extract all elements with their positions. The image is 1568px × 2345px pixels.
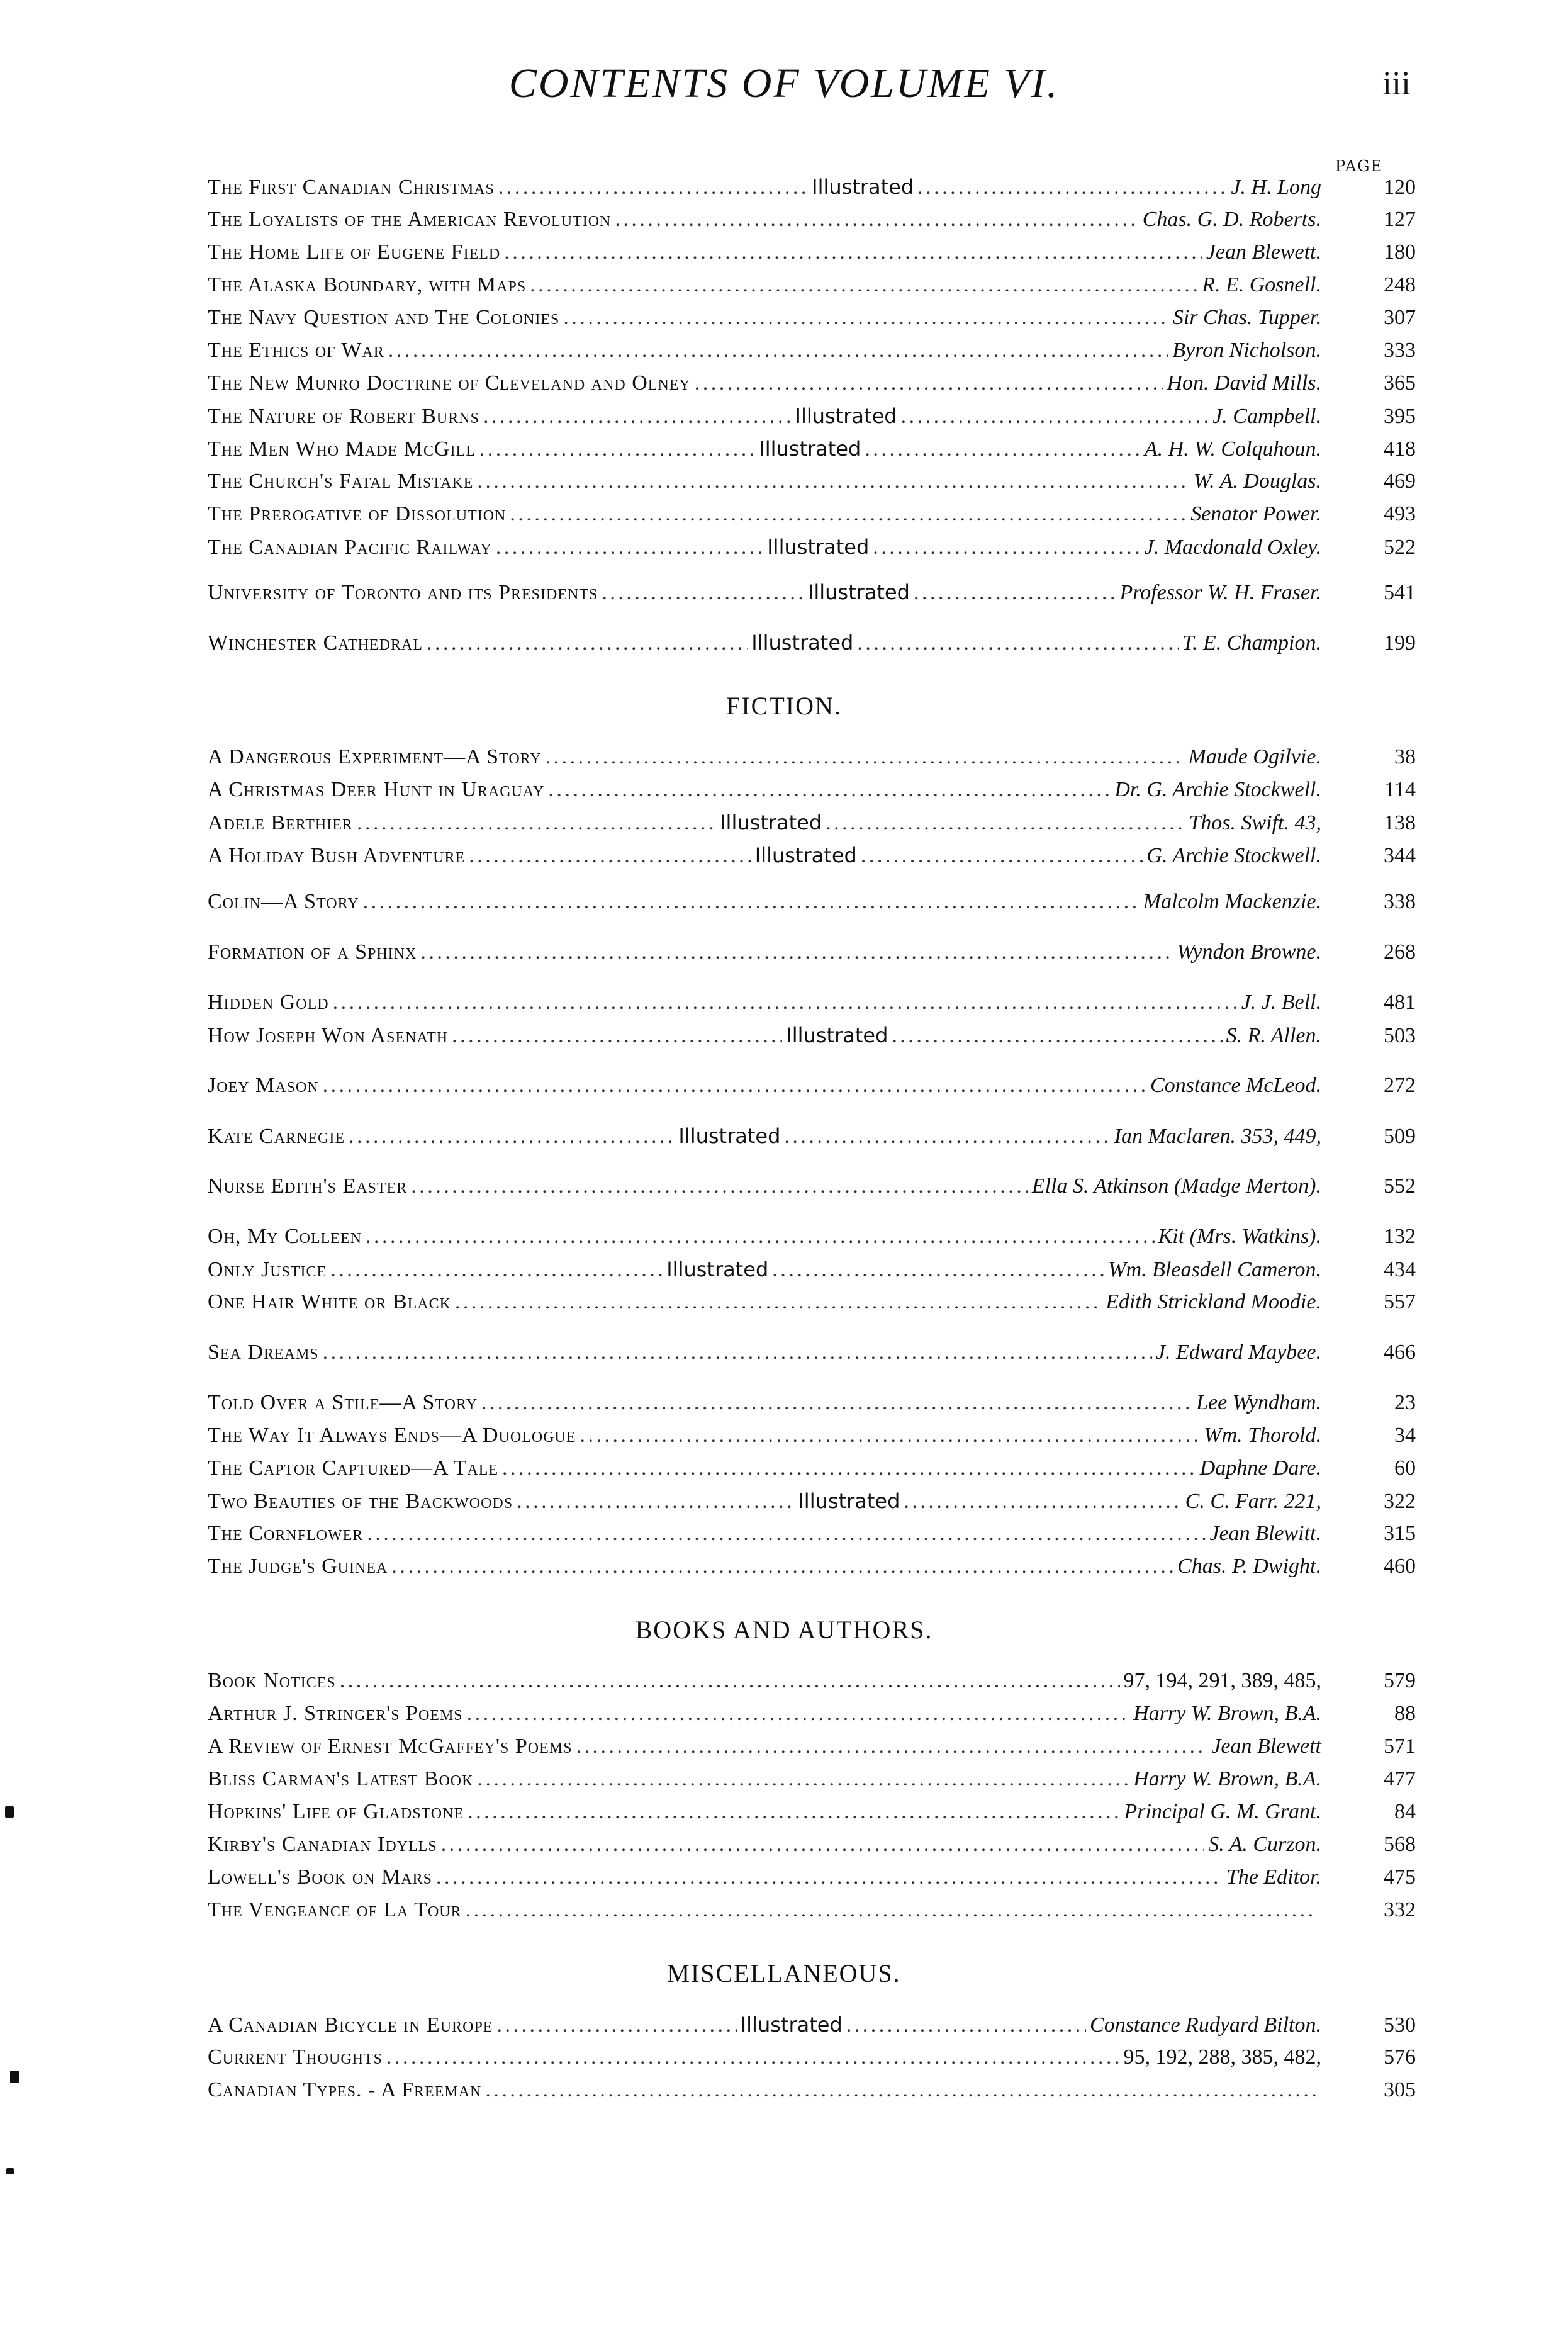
- toc-entry: [208, 1023, 1416, 1051]
- entry-title: The Nature of Robert Burns: [208, 405, 479, 428]
- dot-leader: [333, 991, 1238, 1015]
- illustrated-label: Illustrated: [807, 580, 910, 604]
- entry-author: Sir Chas. Tupper.: [1172, 306, 1321, 329]
- margin-mark: [5, 1806, 14, 1818]
- entry-author: J. Edward Maybee.: [1155, 1341, 1321, 1364]
- entry-author: Byron Nicholson.: [1172, 339, 1321, 362]
- dot-leader: [357, 811, 716, 835]
- dot-leader: [615, 208, 1138, 232]
- entry-author: Principal G. M. Grant.: [1124, 1800, 1321, 1823]
- dot-leader: [468, 1800, 1120, 1824]
- entry-title: A Holiday Bush Adventure: [208, 844, 466, 867]
- entry-author: Wyndon Browne.: [1177, 940, 1321, 964]
- dot-leader: [481, 1391, 1192, 1415]
- entry-page-number: 338: [1384, 890, 1416, 913]
- entry-author: Wm. Bleasdell Cameron.: [1108, 1258, 1321, 1281]
- entry-title: The Loyalists of the American Revolution: [208, 208, 612, 231]
- entry-title: The Prerogative of Dissolution: [208, 502, 507, 526]
- entry-page-number: 493: [1384, 502, 1416, 526]
- entry-title: The Church's Fatal Mistake: [208, 470, 474, 493]
- entry-title: Joey Mason: [208, 1074, 319, 1097]
- entry-author: Ella S. Atkinson (Madge Merton).: [1031, 1174, 1321, 1198]
- entry-author: The Editor.: [1226, 1865, 1321, 1889]
- toc-entry: [208, 437, 1416, 464]
- entry-author: Thos. Swift. 43,: [1189, 811, 1321, 835]
- entry-author: Wm. Thorold.: [1204, 1424, 1321, 1447]
- dot-leader: [873, 536, 1140, 560]
- dot-leader: [784, 1125, 1110, 1149]
- section-heading: BOOKS AND AUTHORS.: [635, 1616, 933, 1644]
- entry-title: Adele Berthier: [208, 811, 353, 835]
- illustrated-label: Illustrated: [798, 1489, 900, 1513]
- entry-title: Lowell's Book on Mars: [208, 1865, 432, 1889]
- entry-title: A Review of Ernest McGaffey's Poems: [208, 1735, 573, 1758]
- illustrated-label: Illustrated: [666, 1257, 769, 1281]
- entry-page-number: 434: [1383, 1258, 1416, 1281]
- illustrated-label: Illustrated: [754, 843, 857, 867]
- entry-page-number: 395: [1384, 405, 1416, 428]
- dot-leader: [340, 1669, 1120, 1693]
- toc-entry: [208, 371, 1416, 399]
- entry-title: The Captor Captured—A Tale: [208, 1456, 499, 1480]
- entry-page-number: 84: [1394, 1800, 1416, 1823]
- entry-title: Oh, My Colleen: [208, 1225, 362, 1248]
- toc-entry: [208, 991, 1416, 1018]
- illustrated-label: Illustrated: [678, 1124, 781, 1148]
- toc-entry: [208, 1341, 1416, 1368]
- dot-leader: [323, 1341, 1152, 1364]
- dot-leader: [914, 581, 1116, 605]
- toc-entry: [208, 2078, 1416, 2106]
- dot-leader: [391, 1555, 1173, 1578]
- entry-page-number: 568: [1384, 1833, 1416, 1856]
- entry-title: University of Toronto and its Presidents: [208, 581, 598, 604]
- toc-entry: [208, 404, 1416, 432]
- entry-author: J. J. Bell.: [1241, 991, 1321, 1014]
- entry-page-number: 332: [1384, 1898, 1416, 1921]
- entry-author: S. R. Allen.: [1226, 1024, 1321, 1047]
- entry-title: The Canadian Pacific Railway: [208, 536, 492, 559]
- dot-leader: [411, 1174, 1028, 1198]
- entry-page-number: 344: [1384, 844, 1416, 867]
- dot-leader: [477, 470, 1190, 493]
- dot-leader: [602, 581, 804, 605]
- entry-title: The Way It Always Ends—A Duologue: [208, 1424, 576, 1447]
- dot-leader: [772, 1258, 1104, 1282]
- entry-page-number: 322: [1383, 1490, 1416, 1513]
- dot-leader: [483, 405, 792, 429]
- entry-author: A. H. W. Colquhoun.: [1144, 437, 1321, 461]
- entry-title: Two Beauties of the Backwoods: [208, 1490, 513, 1513]
- entry-title: The Men Who Made McGill: [208, 437, 476, 461]
- entry-title: Winchester Cathedral: [208, 631, 423, 655]
- entry-page-number: 503: [1384, 1024, 1416, 1047]
- toc-entry: [208, 2013, 1416, 2040]
- entry-title: Hidden Gold: [208, 991, 329, 1014]
- entry-author: Maude Ogilvie.: [1188, 745, 1321, 768]
- toc-entry: [208, 1735, 1416, 1762]
- toc-entry: [208, 1898, 1416, 1926]
- entry-title: A Dangerous Experiment—A Story: [208, 745, 542, 768]
- page-header: [0, 60, 1568, 129]
- dot-leader: [467, 1702, 1130, 1726]
- entry-page-number: 509: [1383, 1125, 1416, 1148]
- entry-title: A Canadian Bicycle in Europe: [208, 2013, 493, 2037]
- dot-leader: [436, 1865, 1223, 1889]
- dot-leader: [510, 502, 1187, 526]
- entry-title: The New Munro Doctrine of Cleveland and Olney: [208, 371, 691, 395]
- entry-author: G. Archie Stockwell.: [1146, 844, 1321, 867]
- entry-title: Nurse Edith's Easter: [208, 1174, 408, 1198]
- dot-leader: [865, 437, 1141, 461]
- entry-author: R. E. Gosnell.: [1202, 273, 1321, 296]
- entry-author: Constance McLeod.: [1150, 1074, 1321, 1097]
- dot-leader: [861, 844, 1143, 868]
- toc-entry: [208, 535, 1416, 563]
- entry-title: Sea Dreams: [208, 1341, 319, 1364]
- toc-entry: [208, 1424, 1416, 1451]
- dot-leader: [576, 1735, 1207, 1758]
- illustrated-label: Illustrated: [740, 2013, 843, 2037]
- entry-page-number: 38: [1394, 745, 1416, 768]
- entry-page-number: 60: [1394, 1456, 1416, 1480]
- entry-title: A Christmas Deer Hunt in Uraguay: [208, 778, 545, 801]
- dot-leader: [455, 1290, 1102, 1314]
- dot-leader: [563, 306, 1168, 330]
- dot-leader: [452, 1024, 782, 1048]
- dot-leader: [695, 371, 1163, 395]
- toc-entry: [208, 1225, 1416, 1252]
- toc-entry: [208, 306, 1416, 334]
- dot-leader: [826, 811, 1185, 835]
- entry-author: J. Campbell.: [1212, 405, 1321, 428]
- toc-entry: [208, 631, 1416, 658]
- toc-entry: [208, 745, 1416, 773]
- entry-page-number: 576: [1384, 2045, 1416, 2069]
- entry-title: Told Over a Stile—A Story: [208, 1391, 478, 1414]
- toc-entry: [208, 339, 1416, 366]
- toc-entry: [208, 778, 1416, 806]
- toc-entry: [208, 1290, 1416, 1318]
- entry-title: Current Thoughts: [208, 2045, 383, 2069]
- dot-leader: [498, 176, 808, 200]
- toc-entry: [208, 470, 1416, 497]
- entry-title: Kate Carnegie: [208, 1125, 345, 1148]
- dot-leader: [427, 631, 748, 655]
- entry-page-number: 333: [1384, 339, 1416, 362]
- entry-page-number: 579: [1384, 1669, 1416, 1692]
- illustrated-label: Illustrated: [759, 437, 861, 461]
- entry-page-number: 272: [1384, 1074, 1416, 1097]
- entry-author: 95, 192, 288, 385, 482,: [1123, 2045, 1321, 2069]
- entry-title: Book Notices: [208, 1669, 336, 1692]
- entry-author: Hon. David Mills.: [1167, 371, 1321, 395]
- toc-entry: [208, 1174, 1416, 1202]
- entry-title: The Home Life of Eugene Field: [208, 240, 501, 264]
- illustrated-label: Illustrated: [795, 404, 897, 428]
- entry-page-number: 138: [1383, 811, 1416, 835]
- dot-leader: [530, 273, 1198, 297]
- entry-page-number: 268: [1384, 940, 1416, 964]
- toc-entry: [208, 580, 1416, 608]
- entry-page-number: 469: [1384, 470, 1416, 493]
- dot-leader: [469, 844, 751, 868]
- dot-leader: [546, 745, 1185, 769]
- dot-leader: [580, 1424, 1201, 1448]
- section-heading: MISCELLANEOUS.: [667, 1959, 901, 1988]
- toc-entry: [208, 1456, 1416, 1484]
- entry-page-number: 132: [1384, 1225, 1416, 1248]
- toc-entry: [208, 1767, 1416, 1795]
- entry-author: Kit (Mrs. Watkins).: [1158, 1225, 1321, 1248]
- dot-leader: [496, 536, 763, 560]
- page-title: CONTENTS OF VOLUME VI.: [508, 60, 1060, 106]
- dot-leader: [502, 1456, 1196, 1480]
- toc-entry: [208, 502, 1416, 530]
- dot-leader: [466, 1898, 1318, 1922]
- entry-title: Colin—A Story: [208, 890, 359, 913]
- entry-title: How Joseph Won Asenath: [208, 1024, 449, 1047]
- entry-title: Formation of a Sphinx: [208, 940, 417, 964]
- entry-author: C. C. Farr. 221,: [1185, 1490, 1321, 1513]
- toc-entry: [208, 1391, 1416, 1419]
- dot-leader: [441, 1833, 1205, 1857]
- dot-leader: [323, 1074, 1146, 1098]
- entry-title: The Cornflower: [208, 1522, 364, 1545]
- entry-page-number: 481: [1384, 991, 1416, 1014]
- entry-page-number: 475: [1384, 1865, 1416, 1889]
- entry-page-number: 522: [1384, 536, 1416, 559]
- entry-page-number: 552: [1384, 1174, 1416, 1198]
- illustrated-label: Illustrated: [786, 1023, 888, 1047]
- entry-page-number: 23: [1394, 1391, 1416, 1414]
- toc-entry: [208, 1800, 1416, 1828]
- entry-title: One Hair White or Black: [208, 1290, 451, 1313]
- dot-leader: [485, 2078, 1318, 2102]
- entry-title: The Vengeance of La Tour: [208, 1898, 462, 1921]
- entry-page-number: 34: [1394, 1424, 1416, 1447]
- entry-page-number: 418: [1383, 437, 1416, 461]
- entry-author: W. A. Douglas.: [1193, 470, 1321, 493]
- dot-leader: [504, 240, 1202, 264]
- dot-leader: [479, 437, 756, 461]
- dot-leader: [386, 2045, 1120, 2069]
- entry-page-number: 466: [1384, 1341, 1416, 1364]
- illustrated-label: Illustrated: [720, 811, 822, 835]
- entry-page-number: 460: [1384, 1555, 1416, 1578]
- entry-author: Constance Rudyard Bilton.: [1090, 2013, 1321, 2037]
- roman-page-number: iii: [1382, 64, 1411, 102]
- entry-page-number: 557: [1384, 1290, 1416, 1313]
- dot-leader: [917, 176, 1227, 200]
- toc-entry: [208, 240, 1416, 268]
- entry-title: Only Justice: [208, 1258, 327, 1281]
- entry-author: 97, 194, 291, 389, 485,: [1123, 1669, 1321, 1692]
- entry-page-number: 365: [1384, 371, 1416, 395]
- dot-leader: [363, 890, 1140, 914]
- entry-title: Canadian Types. - A Freeman: [208, 2078, 482, 2101]
- entry-author: J. H. Long: [1231, 176, 1321, 199]
- dot-leader: [330, 1258, 663, 1282]
- toc-entry: [208, 811, 1416, 838]
- dot-leader: [892, 1024, 1222, 1048]
- dot-leader: [477, 1767, 1129, 1791]
- entry-author: Daphne Dare.: [1199, 1456, 1321, 1480]
- entry-author: Ian Maclaren. 353, 449,: [1114, 1125, 1321, 1148]
- margin-mark: [10, 2071, 19, 2083]
- entry-page-number: 88: [1394, 1702, 1416, 1725]
- entry-author: Jean Blewett: [1211, 1735, 1321, 1758]
- entry-page-number: 477: [1384, 1767, 1416, 1791]
- entry-author: Harry W. Brown, B.A.: [1133, 1767, 1321, 1791]
- toc-entry: [208, 1669, 1416, 1697]
- entry-author: Dr. G. Archie Stockwell.: [1114, 778, 1321, 801]
- entry-title: The Ethics of War: [208, 339, 384, 362]
- entry-title: Kirby's Canadian Idylls: [208, 1833, 437, 1856]
- dot-leader: [901, 405, 1209, 429]
- dot-leader: [548, 778, 1111, 802]
- toc-entry: [208, 1489, 1416, 1517]
- illustrated-label: Illustrated: [751, 631, 854, 655]
- toc-entry: [208, 843, 1416, 871]
- illustrated-label: Illustrated: [767, 535, 870, 559]
- toc-entry: [208, 2045, 1416, 2073]
- entry-page-number: 120: [1383, 176, 1416, 199]
- entry-author: J. Macdonald Oxley.: [1144, 536, 1321, 559]
- entry-page-number: 541: [1384, 581, 1416, 604]
- entry-page-number: 530: [1384, 2013, 1416, 2037]
- dot-leader: [388, 339, 1168, 363]
- entry-page-number: 307: [1384, 306, 1416, 329]
- toc-entry: [208, 208, 1416, 235]
- entry-page-number: 315: [1384, 1522, 1416, 1545]
- illustrated-label: Illustrated: [812, 175, 914, 199]
- toc-entry: [208, 1522, 1416, 1549]
- toc-entry: [208, 1257, 1416, 1285]
- toc-entry: [208, 273, 1416, 301]
- toc-entry: [208, 1833, 1416, 1860]
- entry-author: Chas. P. Dwight.: [1177, 1555, 1321, 1578]
- toc-entry: [208, 940, 1416, 968]
- margin-mark: [6, 2168, 14, 2174]
- entry-author: Harry W. Brown, B.A.: [1133, 1702, 1321, 1725]
- entry-title: The Alaska Boundary, with Maps: [208, 273, 527, 296]
- entry-title: The Navy Question and The Colonies: [208, 306, 560, 329]
- entry-title: The Judge's Guinea: [208, 1555, 388, 1578]
- toc-entry: [208, 1555, 1416, 1582]
- entry-author: Edith Strickland Moodie.: [1106, 1290, 1321, 1313]
- toc-entry: [208, 1074, 1416, 1101]
- toc-entry: [208, 1124, 1416, 1152]
- entry-author: Jean Blewett.: [1206, 240, 1321, 264]
- entry-title: Arthur J. Stringer's Poems: [208, 1702, 463, 1725]
- dot-leader: [366, 1225, 1155, 1249]
- entry-author: Jean Blewitt.: [1209, 1522, 1321, 1545]
- toc-entry: [208, 890, 1416, 918]
- dot-leader: [496, 2013, 736, 2037]
- entry-author: S. A. Curzon.: [1208, 1833, 1321, 1856]
- entry-page-number: 180: [1384, 240, 1416, 264]
- section-heading: FICTION.: [726, 692, 842, 720]
- entry-title: Bliss Carman's Latest Book: [208, 1767, 474, 1791]
- dot-leader: [349, 1125, 675, 1149]
- page-column-label: PAGE: [1335, 157, 1383, 175]
- entry-author: Professor W. H. Fraser.: [1119, 581, 1321, 604]
- entry-page-number: 305: [1384, 2078, 1416, 2101]
- dot-leader: [367, 1522, 1206, 1546]
- entry-title: The First Canadian Christmas: [208, 176, 495, 199]
- entry-page-number: 199: [1384, 631, 1416, 655]
- entry-author: Malcolm Mackenzie.: [1143, 890, 1321, 913]
- dot-leader: [517, 1490, 794, 1514]
- dot-leader: [420, 940, 1173, 964]
- dot-leader: [857, 631, 1178, 655]
- entry-page-number: 248: [1384, 273, 1416, 296]
- entry-author: Lee Wyndham.: [1196, 1391, 1321, 1414]
- toc-entry: [208, 1865, 1416, 1893]
- entry-title: Hopkins' Life of Gladstone: [208, 1800, 464, 1823]
- entry-page-number: 127: [1384, 208, 1416, 231]
- toc-entry: [208, 175, 1416, 203]
- entry-page-number: 114: [1384, 778, 1416, 801]
- entry-page-number: 571: [1384, 1735, 1416, 1758]
- entry-author: Chas. G. D. Roberts.: [1142, 208, 1321, 231]
- dot-leader: [904, 1490, 1181, 1514]
- entry-author: T. E. Champion.: [1182, 631, 1321, 655]
- dot-leader: [846, 2013, 1086, 2037]
- entry-author: Senator Power.: [1190, 502, 1321, 526]
- toc-entry: [208, 1702, 1416, 1729]
